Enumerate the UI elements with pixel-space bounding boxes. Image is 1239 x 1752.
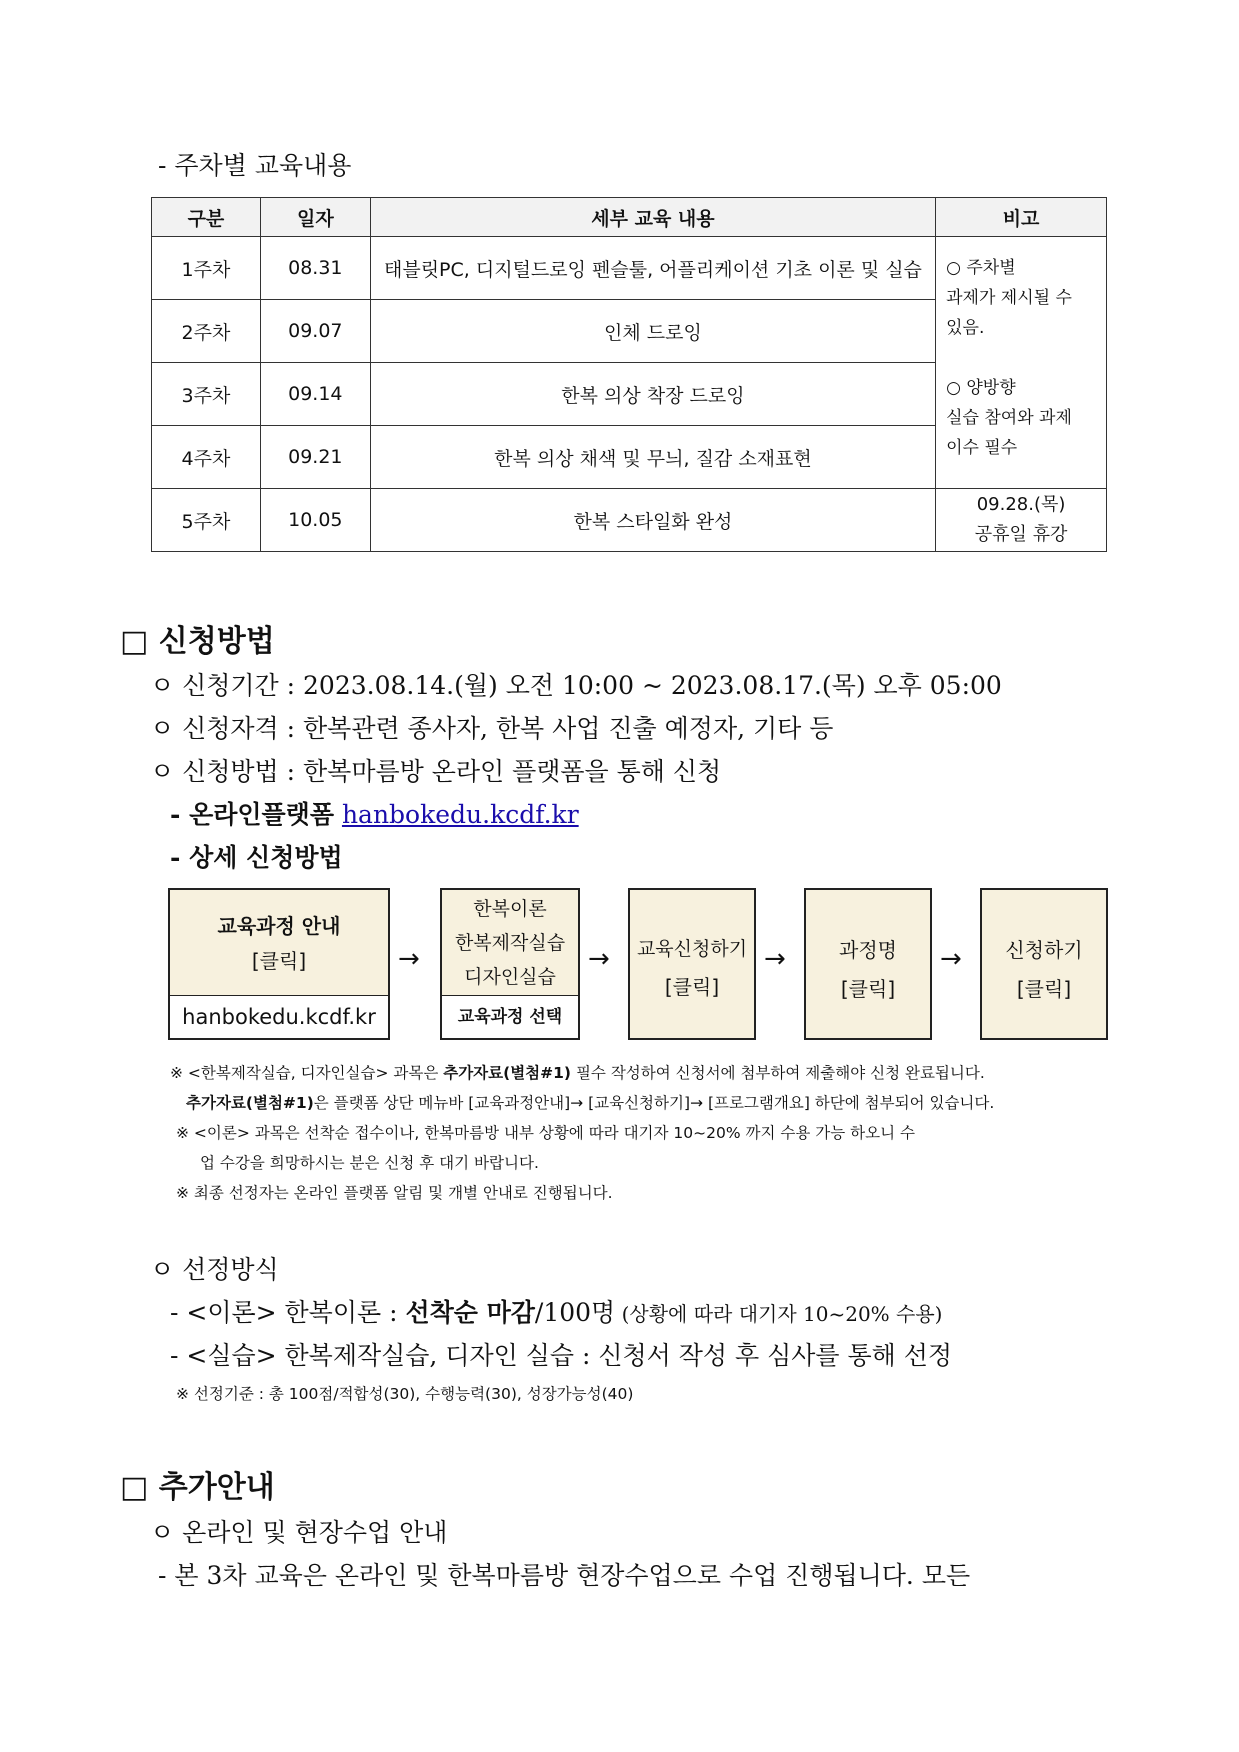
flow-step-course-name [804, 888, 932, 1040]
flow-step-title: 교육신청하기 [636, 938, 748, 960]
theory-note: (상황에 따라 대기자 10~20% 수용) [615, 1302, 943, 1326]
apply-eligibility: ㅇ 신청자격 : 한복관련 종사자, 한복 사업 진출 예정자, 기타 등 [150, 714, 834, 743]
holiday-label: 공휴일 휴강 [974, 524, 1068, 545]
note-line-2 [186, 1091, 994, 1113]
flow-step-label: 교육과정 선택 [457, 1007, 563, 1027]
extra-heading: □ 추가안내 [120, 1470, 275, 1505]
flow-step-apply-course [628, 888, 756, 1040]
flow-arrow: → [588, 944, 610, 974]
content-cell: 태블릿PC, 디지털드로잉 펜슬툴, 어플리케이션 기초 이론 및 실습 [370, 237, 935, 300]
apply-period: ㅇ 신청기간 : 2023.08.14.(월) 오전 10:00 ~ 2023.08.17.(목) 오후 05:00 [150, 671, 1002, 700]
date-cell: 09.14 [260, 363, 370, 426]
course-option: 한복제작실습 [454, 932, 566, 954]
platform-line [170, 795, 579, 831]
content-cell: 한복 의상 채색 및 무늬, 질감 소재표현 [370, 426, 935, 489]
week-cell: 3주차 [152, 363, 261, 426]
theory-bold: 선착순 마감 [405, 1298, 535, 1327]
holiday-date: 09.28.(목) [976, 494, 1066, 515]
flow-step-title: 교육과정 안내 [217, 914, 341, 938]
note-bold: 추가자료(별첨#1) [443, 1064, 572, 1082]
remark-line: 과제가 제시될 수 [946, 288, 1072, 308]
platform-label: - 온라인플랫폼 [170, 800, 334, 829]
date-cell: 09.07 [260, 300, 370, 363]
remarks-cell [936, 237, 1107, 489]
selection-theory [170, 1293, 942, 1329]
course-option: 한복이론 [473, 898, 547, 920]
flow-step-title: 신청하기 [1005, 938, 1083, 962]
table-row [152, 489, 1107, 552]
apply-heading: □ 신청방법 [120, 624, 275, 659]
note-line-3: ※ <이론> 과목은 선착순 접수이나, 한복마름방 내부 상황에 따라 대기자 10~20% 까지 수용 가능 하오니 수 [176, 1124, 915, 1142]
note-text: ※ <한복제작실습, 디자인실습> 과목은 [170, 1064, 444, 1082]
header-cell: 세부 교육 내용 [370, 198, 935, 237]
remark-line: ○ 주차별 [946, 258, 1016, 278]
date-cell: 10.05 [260, 489, 370, 552]
table-header-row [152, 198, 1107, 237]
theory-text: - <이론> 한복이론 : [170, 1298, 406, 1327]
note-text: 은 플랫폼 상단 메뉴바 [교육과정안내]→ [교육신청하기]→ [프로그램개요] 하단에 첨부되어 있습니다. [313, 1094, 995, 1112]
flow-step-click[interactable]: [클릭] [1016, 977, 1072, 1001]
flow-step-title: 과정명 [839, 938, 897, 962]
apply-method: ㅇ 신청방법 : 한복마름방 온라인 플랫폼을 통해 신청 [150, 757, 722, 786]
platform-link[interactable]: hanbokedu.kcdf.kr [341, 800, 579, 829]
date-cell: 09.21 [260, 426, 370, 489]
selection-criteria: ※ 선정기준 : 총 100점/적합성(30), 수행능력(30), 성장가능성(40) [176, 1385, 634, 1403]
theory-count: /100명 [534, 1298, 616, 1327]
header-cell: 비고 [936, 198, 1107, 237]
week-cell: 2주차 [152, 300, 261, 363]
flow-step-course-guide [168, 888, 390, 1040]
week-cell: 5주차 [152, 489, 261, 552]
week-cell: 1주차 [152, 237, 261, 300]
note-line-1 [170, 1061, 985, 1083]
flow-step-click[interactable]: [클릭] [664, 975, 720, 999]
holiday-cell [936, 489, 1107, 552]
table-row [152, 237, 1107, 300]
remark-line: 이수 필수 [946, 438, 1018, 458]
flow-step-click[interactable]: [클릭] [840, 977, 896, 1001]
weekly-title: - 주차별 교육내용 [158, 151, 352, 180]
flow-arrow: → [764, 944, 786, 974]
content-cell: 한복 스타일화 완성 [370, 489, 935, 552]
flow-arrow: → [398, 944, 420, 974]
detail-label: - 상세 신청방법 [170, 843, 343, 872]
remark-line: 실습 참여와 과제 [946, 408, 1072, 428]
course-option: 디자인실습 [464, 966, 556, 988]
weekly-schedule-table [151, 197, 1107, 552]
note-line-3b: 업 수강을 희망하시는 분은 신청 후 대기 바랍니다. [200, 1154, 539, 1172]
flow-arrow: → [940, 944, 962, 974]
flow-step-course-select [440, 888, 580, 1040]
selection-heading: ㅇ 선정방식 [150, 1255, 279, 1284]
flow-step-url[interactable]: hanbokedu.kcdf.kr [182, 1005, 376, 1029]
week-cell: 4주차 [152, 426, 261, 489]
content-cell: 인체 드로잉 [370, 300, 935, 363]
header-cell: 구분 [152, 198, 261, 237]
remark-line: ○ 양방향 [946, 378, 1016, 398]
flow-step-apply [980, 888, 1108, 1040]
detail-line [170, 838, 343, 874]
note-text: 필수 작성하여 신청서에 첨부하여 제출해야 신청 완료됩니다. [571, 1064, 985, 1082]
remark-line: 있음. [946, 318, 985, 338]
content-cell: 한복 의상 착장 드로잉 [370, 363, 935, 426]
extra-body: - 본 3차 교육은 온라인 및 한복마름방 현장수업으로 수업 진행됩니다. 모든 [158, 1561, 971, 1590]
note-line-4: ※ 최종 선정자는 온라인 플랫폼 알림 및 개별 안내로 진행됩니다. [176, 1184, 613, 1202]
selection-practice: - <실습> 한복제작실습, 디자인 실습 : 신청서 작성 후 심사를 통해 선정 [170, 1341, 953, 1370]
date-cell: 08.31 [260, 237, 370, 300]
flow-step-click[interactable]: [클릭] [251, 949, 307, 973]
note-bold: 추가자료(별첨#1) [186, 1094, 314, 1112]
extra-subheading: ㅇ 온라인 및 현장수업 안내 [150, 1518, 448, 1547]
header-cell: 일자 [260, 198, 370, 237]
